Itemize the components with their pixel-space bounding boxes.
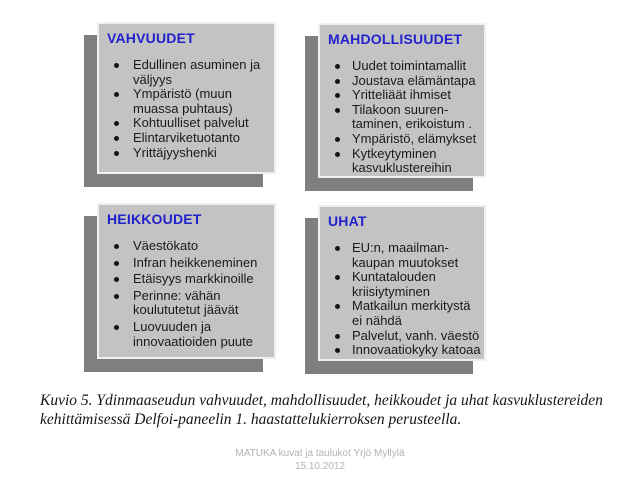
list-item-text: Joustava elämäntapa — [352, 72, 476, 88]
quadrant-title: VAHVUUDET — [107, 30, 195, 46]
list-item-text: Kohtuulliset palvelut — [133, 115, 249, 131]
opportunities-box — [318, 23, 486, 178]
bullet-icon — [114, 151, 119, 156]
list-item-text: Ympäristö, elämykset — [352, 130, 477, 146]
swot-quadrant-threats — [305, 205, 486, 375]
caption-line-1: Kuvio 5. Ydinmaaseudun vahvuudet, mahdollisuudet, heikkoudet ja uhat kasvuklustereiden — [40, 392, 603, 409]
bullet-icon — [114, 92, 119, 97]
list-item-text: Palvelut, vanh. väestö — [352, 327, 480, 343]
quadrant-title: MAHDOLLISUUDET — [328, 31, 463, 47]
bullet-icon — [114, 325, 119, 330]
list-item — [320, 88, 484, 103]
list-item — [320, 329, 484, 344]
bullet-icon — [335, 152, 340, 157]
quadrant-list — [99, 239, 274, 349]
quadrant-list — [320, 59, 484, 176]
list-item — [320, 103, 484, 132]
threats-box — [318, 205, 486, 361]
list-item-text: Luovuuden ja innovaatioiden puute — [133, 318, 253, 349]
bullet-icon — [114, 294, 119, 299]
swot-quadrant-strengths — [84, 22, 276, 188]
slide-footer — [0, 447, 640, 473]
footer-credit: MATUKA kuvat ja taulukot Yrjö Myllylä — [235, 448, 405, 459]
list-item-text: Infran heikkeneminen — [133, 254, 258, 270]
list-item — [320, 59, 484, 74]
list-item-text: Kuntatalouden kriisiytyminen — [352, 269, 436, 299]
quadrant-title: HEIKKOUDET — [107, 211, 202, 227]
list-item — [99, 239, 274, 254]
list-item — [99, 320, 274, 349]
bullet-icon — [114, 244, 119, 249]
list-item — [320, 343, 484, 358]
list-item-text: Yritteliäät ihmiset — [352, 87, 451, 103]
figure-caption — [40, 391, 625, 429]
list-item — [320, 241, 484, 270]
bullet-icon — [335, 108, 340, 113]
list-item — [320, 147, 484, 176]
list-item — [320, 299, 484, 328]
list-item-text: Edullinen asuminen ja väljyys — [133, 57, 261, 87]
bullet-icon — [335, 137, 340, 142]
list-item — [99, 58, 274, 87]
list-item — [99, 256, 274, 271]
bullet-icon — [335, 334, 340, 339]
footer-date: 15.10.2012 — [294, 461, 346, 472]
list-item-text: Kytkeytyminen kasvuklustereihin — [352, 145, 452, 176]
bullet-icon — [114, 136, 119, 141]
bullet-icon — [335, 275, 340, 280]
quadrant-title: UHAT — [328, 213, 367, 229]
quadrant-list — [320, 241, 484, 358]
list-item — [99, 146, 274, 161]
list-item-text: Tilakoon suuren-taminen, erikoistum . — [352, 101, 472, 132]
list-item-text: Väestökato — [133, 238, 199, 253]
list-item — [99, 289, 274, 318]
list-item-text: Elintarviketuotanto — [133, 129, 240, 145]
bullet-icon — [114, 261, 119, 266]
list-item-text: EU:n, maailman-kaupan muutokset — [352, 240, 459, 270]
list-item — [99, 272, 274, 287]
swot-quadrant-opportunities — [305, 23, 486, 192]
swot-quadrant-weaknesses — [84, 203, 276, 373]
list-item — [99, 131, 274, 146]
quadrant-list — [99, 58, 274, 160]
list-item-text: Matkailun merkitystä ei nähdä — [352, 298, 471, 328]
list-item-text: Perinne: vähän koulututetut jäävät — [133, 287, 239, 318]
list-item-text: Ympäristö (muun muassa puhtaus) — [133, 86, 233, 116]
list-item — [320, 132, 484, 147]
list-item — [320, 74, 484, 89]
bullet-icon — [114, 277, 119, 282]
bullet-icon — [114, 63, 119, 68]
list-item-text: Innovaatiokyky katoaa — [352, 342, 481, 358]
bullet-icon — [335, 246, 340, 251]
strengths-box — [97, 22, 276, 174]
list-item — [320, 270, 484, 299]
list-item-text: Uudet toimintamallit — [352, 58, 467, 73]
weaknesses-box — [97, 203, 276, 359]
bullet-icon — [335, 348, 340, 353]
bullet-icon — [335, 79, 340, 84]
bullet-icon — [335, 304, 340, 309]
list-item-text: Etäisyys markkinoille — [133, 271, 254, 287]
bullet-icon — [335, 64, 340, 69]
bullet-icon — [335, 93, 340, 98]
list-item-text: Yrittäjyyshenki — [133, 144, 217, 160]
caption-line-2: kehittämisessä Delfoi-paneelin 1. haastattelukierroksen perusteella. — [40, 411, 462, 428]
list-item — [99, 87, 274, 116]
bullet-icon — [114, 121, 119, 126]
list-item — [99, 116, 274, 131]
